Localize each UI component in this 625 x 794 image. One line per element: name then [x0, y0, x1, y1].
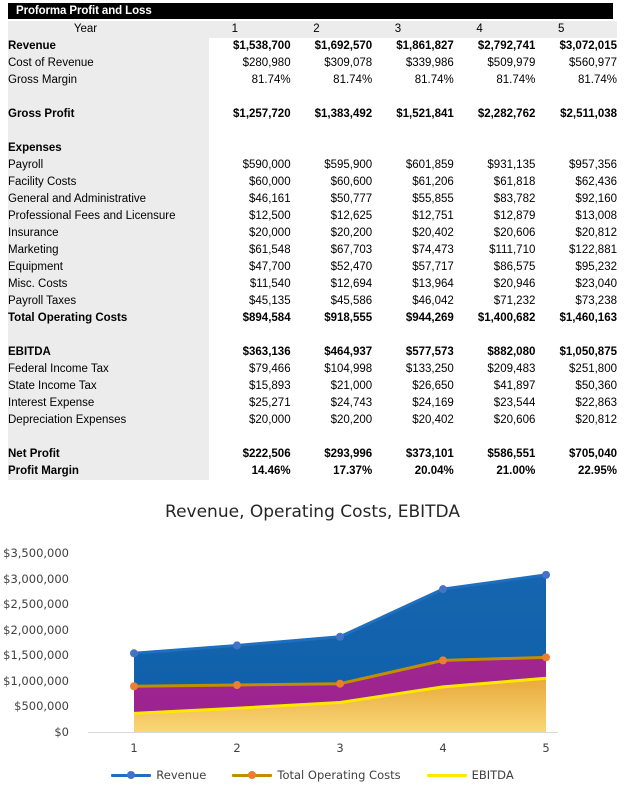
- table-row-label: Profit Margin: [8, 463, 209, 480]
- table-row-label: State Income Tax: [8, 378, 209, 395]
- table-cell: $79,466: [209, 361, 291, 378]
- table-row-label: General and Administrative: [8, 191, 209, 208]
- table-title: Proforma Profit and Loss: [16, 5, 152, 17]
- y-axis-tick-label: $1,000,000: [3, 673, 69, 688]
- table-cell: $24,743: [291, 395, 373, 412]
- table-cell: $1,692,570: [291, 38, 373, 55]
- table-cell: $20,402: [372, 225, 454, 242]
- table-cell: $24,169: [372, 395, 454, 412]
- table-cell: $26,650: [372, 378, 454, 395]
- table-cell: $560,977: [535, 55, 617, 72]
- table-row-label: Gross Profit: [8, 106, 209, 123]
- table-cell: $1,460,163: [535, 310, 617, 327]
- table-cell: $13,964: [372, 276, 454, 293]
- table-cell: $1,257,720: [209, 106, 291, 123]
- table-cell: $20,000: [209, 412, 291, 429]
- table-cell: $46,161: [209, 191, 291, 208]
- table-cell: $577,573: [372, 344, 454, 361]
- legend-label: Total Operating Costs: [277, 768, 401, 782]
- table-row-label: Revenue: [8, 38, 209, 55]
- legend-item-total-operating-costs[interactable]: [232, 768, 400, 782]
- table-cell: $944,269: [372, 310, 454, 327]
- table-cell: $2,282,762: [454, 106, 536, 123]
- table-cell: $71,232: [454, 293, 536, 310]
- y-axis-tick-label: $2,500,000: [3, 597, 69, 612]
- table-cell: $111,710: [454, 242, 536, 259]
- table-cell: $20,812: [535, 412, 617, 429]
- table-cell: $55,855: [372, 191, 454, 208]
- table-cell: $23,544: [454, 395, 536, 412]
- table-cell: $339,986: [372, 55, 454, 72]
- x-axis-tick-label: 2: [233, 741, 241, 755]
- table-cell: 81.74%: [291, 72, 373, 89]
- table-cell: 81.74%: [454, 72, 536, 89]
- table-cell: $280,980: [209, 55, 291, 72]
- table-cell: $12,879: [454, 208, 536, 225]
- table-cell: $60,600: [291, 174, 373, 191]
- table-cell: $61,206: [372, 174, 454, 191]
- table-cell: $1,861,827: [372, 38, 454, 55]
- table-cell: $21,000: [291, 378, 373, 395]
- table-row-label: Interest Expense: [8, 395, 209, 412]
- table-cell: $12,625: [291, 208, 373, 225]
- table-row-label: EBITDA: [8, 344, 209, 361]
- table-cell: $15,893: [209, 378, 291, 395]
- table-cell: $45,135: [209, 293, 291, 310]
- table-cell: $2,792,741: [454, 38, 536, 55]
- table-cell: $47,700: [209, 259, 291, 276]
- legend-swatch-icon: [427, 770, 467, 780]
- table-row-label: Depreciation Expenses: [8, 412, 209, 429]
- table-cell: $23,040: [535, 276, 617, 293]
- table-row-label: Payroll: [8, 157, 209, 174]
- table-row-label: Misc. Costs: [8, 276, 209, 293]
- table-cell: $83,782: [454, 191, 536, 208]
- table-cell: $309,078: [291, 55, 373, 72]
- table-cell: $67,703: [291, 242, 373, 259]
- y-axis-tick-label: $1,500,000: [3, 648, 69, 663]
- table-cell: 14.46%: [209, 463, 291, 480]
- table-cell: $373,101: [372, 446, 454, 463]
- table-cell: $1,050,875: [535, 344, 617, 361]
- table-cell: $45,586: [291, 293, 373, 310]
- table-cell: $74,473: [372, 242, 454, 259]
- table-cell: $595,900: [291, 157, 373, 174]
- table-cell: $293,996: [291, 446, 373, 463]
- table-cell: $601,859: [372, 157, 454, 174]
- table-cell: $1,383,492: [291, 106, 373, 123]
- x-axis-tick-label: 3: [336, 741, 344, 755]
- y-axis-tick-label: $2,000,000: [3, 622, 69, 637]
- table-cell: $52,470: [291, 259, 373, 276]
- table-cell: $20,000: [209, 225, 291, 242]
- table-cell: $705,040: [535, 446, 617, 463]
- table-row-label: Net Profit: [8, 446, 209, 463]
- table-cell: $41,897: [454, 378, 536, 395]
- table-row-label: Marketing: [8, 242, 209, 259]
- table-cell: $25,271: [209, 395, 291, 412]
- legend-swatch-icon: [232, 770, 272, 780]
- table-cell: $586,551: [454, 446, 536, 463]
- table-cell: 21.00%: [454, 463, 536, 480]
- table-cell: $590,000: [209, 157, 291, 174]
- table-cell: $11,540: [209, 276, 291, 293]
- table-cell: 81.74%: [535, 72, 617, 89]
- table-cell: $22,863: [535, 395, 617, 412]
- table-row-label: Professional Fees and Licensure: [8, 208, 209, 225]
- legend-item-ebitda[interactable]: [427, 768, 514, 782]
- x-axis-tick-label: 4: [439, 741, 447, 755]
- x-axis-tick-label: 1: [130, 741, 138, 755]
- table-cell: $894,584: [209, 310, 291, 327]
- table-cell: $931,135: [454, 157, 536, 174]
- table-row-label: Facility Costs: [8, 174, 209, 191]
- table-cell: $61,548: [209, 242, 291, 259]
- legend-swatch-icon: [111, 770, 151, 780]
- table-cell: $12,694: [291, 276, 373, 293]
- table-header-year-label: Year: [8, 21, 209, 38]
- table-cell: $20,946: [454, 276, 536, 293]
- table-cell: $61,818: [454, 174, 536, 191]
- table-cell: $3,072,015: [535, 38, 617, 55]
- table-row-label: Total Operating Costs: [8, 310, 209, 327]
- y-axis-tick-label: $3,500,000: [3, 546, 69, 560]
- table-cell: $209,483: [454, 361, 536, 378]
- chart-title: Revenue, Operating Costs, EBITDA: [165, 502, 460, 522]
- table-cell: $12,500: [209, 208, 291, 225]
- table-cell: 20.04%: [372, 463, 454, 480]
- table-cell: $363,136: [209, 344, 291, 361]
- table-cell: $882,080: [454, 344, 536, 361]
- table-row-label: Gross Margin: [8, 72, 209, 89]
- table-cell: $2,511,038: [535, 106, 617, 123]
- table-cell: $1,538,700: [209, 38, 291, 55]
- table-cell: $20,812: [535, 225, 617, 242]
- table-cell: $20,606: [454, 225, 536, 242]
- y-axis-tick-label: $0: [54, 725, 69, 739]
- table-cell: $92,160: [535, 191, 617, 208]
- table-cell: $60,000: [209, 174, 291, 191]
- table-cell: $251,800: [535, 361, 617, 378]
- table-cell: 81.74%: [209, 72, 291, 89]
- table-row-label: Insurance: [8, 225, 209, 242]
- chart-legend: [0, 765, 625, 785]
- table-cell: $1,400,682: [454, 310, 536, 327]
- table-cell: $20,200: [291, 225, 373, 242]
- table-header-year-5: 5: [535, 21, 617, 38]
- table-cell: 22.95%: [535, 463, 617, 480]
- table-row-label: Payroll Taxes: [8, 293, 209, 310]
- table-cell: $464,937: [291, 344, 373, 361]
- table-cell: 81.74%: [372, 72, 454, 89]
- table-cell: $509,979: [454, 55, 536, 72]
- table-cell: $1,521,841: [372, 106, 454, 123]
- table-row-label: Equipment: [8, 259, 209, 276]
- table-cell: $104,998: [291, 361, 373, 378]
- table-row-label: Expenses: [8, 140, 209, 157]
- y-axis-tick-label: $500,000: [14, 699, 69, 714]
- table-cell: $122,881: [535, 242, 617, 259]
- table-header-year-3: 3: [372, 21, 454, 38]
- legend-label: Revenue: [156, 768, 207, 782]
- table-row-label: Federal Income Tax: [8, 361, 209, 378]
- legend-label: EBITDA: [471, 768, 514, 782]
- table-cell: $133,250: [372, 361, 454, 378]
- x-axis-tick-label: 5: [542, 741, 550, 755]
- table-cell: $13,008: [535, 208, 617, 225]
- table-cell: $222,506: [209, 446, 291, 463]
- table-cell: $957,356: [535, 157, 617, 174]
- table-cell: $918,555: [291, 310, 373, 327]
- table-header-year-1: 1: [209, 21, 291, 38]
- table-cell: $20,606: [454, 412, 536, 429]
- table-row-label: Cost of Revenue: [8, 55, 209, 72]
- table-cell: $95,232: [535, 259, 617, 276]
- table-cell: $46,042: [372, 293, 454, 310]
- table-cell: $50,360: [535, 378, 617, 395]
- y-axis-tick-label: $3,000,000: [3, 571, 69, 586]
- table-cell: $57,717: [372, 259, 454, 276]
- legend-item-revenue[interactable]: [111, 768, 206, 782]
- table-cell: $50,777: [291, 191, 373, 208]
- table-cell: $20,200: [291, 412, 373, 429]
- table-cell: $12,751: [372, 208, 454, 225]
- table-cell: $62,436: [535, 174, 617, 191]
- table-cell: 17.37%: [291, 463, 373, 480]
- table-cell: $73,238: [535, 293, 617, 310]
- table-cell: $86,575: [454, 259, 536, 276]
- table-cell: $20,402: [372, 412, 454, 429]
- table-header-year-4: 4: [454, 21, 536, 38]
- table-header-year-2: 2: [291, 21, 373, 38]
